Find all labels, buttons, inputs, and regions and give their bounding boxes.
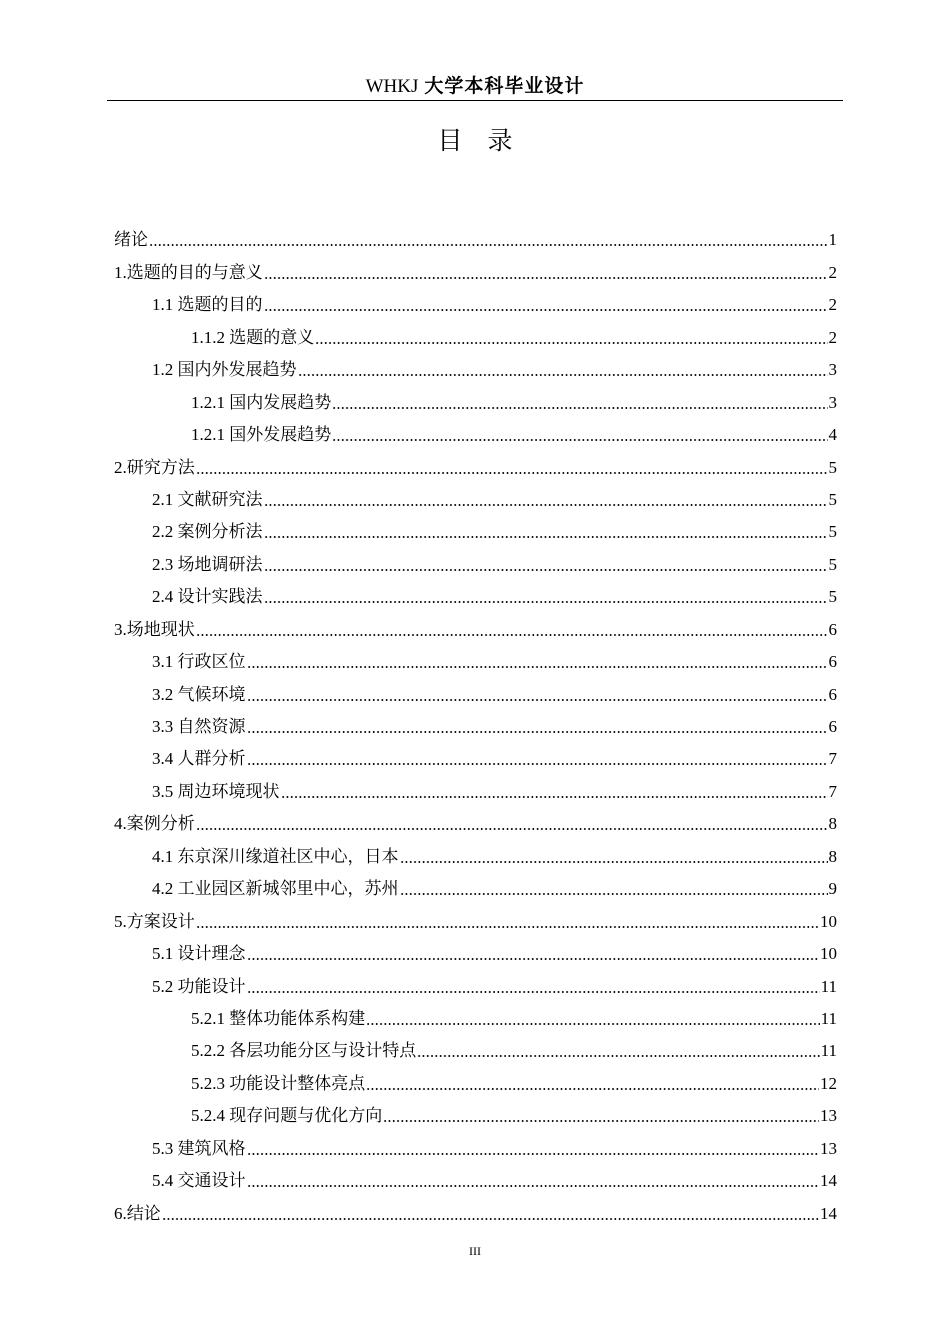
toc-entry-label <box>191 393 331 413</box>
toc-entry[interactable] <box>114 542 837 574</box>
toc-entry[interactable] <box>114 575 837 607</box>
toc-entry-page: 8 <box>828 814 837 834</box>
toc-leader-dots <box>196 916 819 930</box>
toc-entry-page: 13 <box>820 1138 837 1158</box>
toc-leader-dots <box>417 1045 819 1059</box>
toc-entry-text: 功能设计整体亮点 <box>229 1073 366 1094</box>
toc-entry-text: 方案设计 <box>126 911 195 932</box>
toc-entry[interactable] <box>114 283 837 315</box>
toc-entry-text: 各层功能分区与设计特点 <box>229 1041 417 1062</box>
toc-leader-dots <box>247 689 828 703</box>
toc-entry-text: 周边环境现状 <box>177 781 280 802</box>
running-header <box>107 74 843 101</box>
toc-entry-text: 国外发展趋势 <box>229 425 332 446</box>
toc-entry-page: 14 <box>820 1171 837 1191</box>
toc-entry-page: 6 <box>828 619 837 639</box>
toc-entry-page: 5 <box>828 457 837 477</box>
toc-entry-text: 交通设计 <box>177 1171 246 1192</box>
toc-entry-number: 1.1 <box>152 295 178 315</box>
toc-entry-text: 现存问题与优化方向 <box>229 1106 383 1127</box>
toc-entry[interactable] <box>114 737 837 769</box>
toc-entry-page: 11 <box>820 1008 837 1028</box>
toc-entry[interactable] <box>114 964 837 996</box>
toc-entry[interactable] <box>114 348 837 380</box>
toc-entry-page: 2 <box>828 262 837 282</box>
toc-entry-text: 国内外发展趋势 <box>177 360 297 381</box>
toc-entry-label <box>191 1009 365 1029</box>
toc-leader-dots <box>264 299 828 313</box>
toc-entry-label <box>191 1106 382 1126</box>
toc-entry-number: 5.1 <box>152 944 178 964</box>
toc-leader-dots <box>366 1078 819 1092</box>
toc-entry-label <box>114 1204 161 1224</box>
toc-entry-page: 5 <box>828 554 837 574</box>
toc-entry-page: 10 <box>820 911 837 931</box>
toc-entry-text: 选题的目的 <box>177 295 263 316</box>
toc-entry-number: 5. <box>114 911 127 931</box>
toc-entry-label <box>152 749 246 769</box>
toc-entry-page: 3 <box>828 360 837 380</box>
toc-entry-label <box>191 1041 416 1061</box>
toc-entry-page: 3 <box>828 392 837 412</box>
toc-entry-text: 东京深川缘道社区中心，日本 <box>177 846 399 867</box>
toc-entry-page: 2 <box>828 295 837 315</box>
toc-entry-label <box>152 652 246 672</box>
toc-entry-number: 1.2.1 <box>191 392 230 412</box>
toc-entry-number: 1.2.1 <box>191 425 230 445</box>
toc-leader-dots <box>247 721 828 735</box>
toc-entry[interactable] <box>114 1061 837 1093</box>
toc-entry-page: 2 <box>828 327 837 347</box>
toc-entry[interactable] <box>114 640 837 672</box>
toc-entry-label <box>152 522 263 542</box>
toc-entry-label <box>152 555 263 575</box>
toc-entry[interactable] <box>114 510 837 542</box>
page-number-footer: III <box>469 1244 481 1258</box>
table-of-contents <box>114 218 837 1224</box>
toc-entry-page: 5 <box>828 587 837 607</box>
toc-entry-text: 工业园区新城邻里中心，苏州 <box>177 879 399 900</box>
toc-entry[interactable] <box>114 607 837 639</box>
toc-entry-label <box>152 295 263 315</box>
toc-entry[interactable] <box>114 867 837 899</box>
toc-leader-dots <box>264 494 828 508</box>
toc-entry-number: 1.1.2 <box>191 327 230 347</box>
page-title: 目 录 <box>437 126 513 155</box>
toc-entry-text: 设计理念 <box>177 944 246 965</box>
toc-entry-number: 3.1 <box>152 652 178 672</box>
toc-entry-number: 4.2 <box>152 879 178 899</box>
header-title: 大学本科毕业设计 <box>424 75 585 97</box>
toc-leader-dots <box>149 234 828 248</box>
toc-entry-number: 2.4 <box>152 587 178 607</box>
toc-entry-label <box>152 944 246 964</box>
toc-entry-number: 3. <box>114 619 127 639</box>
toc-entry-page: 5 <box>828 522 837 542</box>
toc-leader-dots <box>383 1110 819 1124</box>
toc-entry-page: 5 <box>828 489 837 509</box>
toc-entry-label <box>114 912 195 932</box>
toc-entry-label <box>152 717 246 737</box>
toc-entry-number: 1.2 <box>152 360 178 380</box>
toc-entry-label <box>152 490 263 510</box>
toc-entry-label <box>152 685 246 705</box>
toc-entry-page: 4 <box>828 425 837 445</box>
toc-entry-label <box>191 1074 365 1094</box>
toc-entry-number: 2.2 <box>152 522 178 542</box>
toc-entry[interactable] <box>114 834 837 866</box>
toc-entry-page: 11 <box>820 1041 837 1061</box>
toc-entry-text: 行政区位 <box>177 652 246 673</box>
toc-entry[interactable] <box>114 218 837 250</box>
toc-entry[interactable] <box>114 1029 837 1061</box>
toc-entry-number: 6. <box>114 1203 127 1223</box>
toc-leader-dots <box>264 591 828 605</box>
toc-entry-number: 4. <box>114 814 127 834</box>
toc-entry-text: 自然资源 <box>177 717 246 737</box>
toc-leader-dots <box>247 1143 820 1157</box>
toc-entry[interactable] <box>114 445 837 477</box>
toc-entry-text: 选题的目的与意义 <box>126 262 263 283</box>
toc-entry-number: 1. <box>114 262 127 282</box>
toc-entry-label <box>152 587 263 607</box>
toc-entry-number: 5.2 <box>152 976 178 996</box>
toc-entry-page: 1 <box>828 230 837 250</box>
toc-entry-label <box>114 620 195 640</box>
toc-entry-text: 功能设计 <box>177 976 246 997</box>
toc-entry-page: 13 <box>820 1106 837 1126</box>
toc-entry-label <box>152 879 399 899</box>
toc-entry-number: 5.2.2 <box>191 1041 230 1061</box>
toc-entry[interactable] <box>114 413 837 445</box>
toc-entry[interactable] <box>114 315 837 347</box>
toc-leader-dots <box>264 267 828 281</box>
toc-entry-text: 设计实践法 <box>177 587 263 608</box>
toc-entry-page: 14 <box>820 1203 837 1223</box>
toc-entry-text: 选题的意义 <box>229 327 315 348</box>
toc-entry-text: 场地现状 <box>126 619 195 640</box>
toc-entry-page: 7 <box>828 781 837 801</box>
toc-entry-text: 整体功能体系构建 <box>229 1008 366 1029</box>
toc-entry[interactable] <box>114 705 837 737</box>
toc-entry-label <box>114 814 195 834</box>
toc-entry-text: 文献研究法 <box>177 489 263 510</box>
toc-entry-text: 绪论 <box>114 230 148 251</box>
toc-entry-page: 12 <box>820 1073 837 1093</box>
toc-entry-page: 9 <box>828 879 837 899</box>
toc-entry[interactable] <box>114 899 837 931</box>
header-school-code: WHKJ <box>365 76 419 97</box>
toc-entry-text: 人群分析 <box>177 749 246 770</box>
toc-entry-text: 案例分析法 <box>177 522 263 543</box>
toc-leader-dots <box>247 656 828 670</box>
toc-entry-text: 建筑风格 <box>177 1138 246 1159</box>
toc-entry[interactable] <box>114 802 837 834</box>
toc-entry-page: 10 <box>820 944 837 964</box>
toc-leader-dots <box>196 624 828 638</box>
toc-entry-label <box>114 263 263 283</box>
toc-entry-number: 2.1 <box>152 489 178 509</box>
toc-entry-page: 6 <box>828 684 837 704</box>
toc-entry[interactable] <box>114 1094 837 1126</box>
toc-leader-dots <box>332 397 827 411</box>
toc-entry-number: 2.3 <box>152 554 178 574</box>
toc-leader-dots <box>247 753 828 767</box>
toc-entry-label <box>152 847 399 867</box>
toc-entry-number: 2. <box>114 457 127 477</box>
toc-entry-text: 国内发展趋势 <box>229 392 332 413</box>
toc-entry-number: 4.1 <box>152 846 178 866</box>
toc-entry[interactable] <box>114 380 837 412</box>
toc-leader-dots <box>196 818 828 832</box>
toc-entry-page: 7 <box>828 749 837 769</box>
toc-entry-number: 3.4 <box>152 749 178 769</box>
toc-entry-number: 5.3 <box>152 1138 178 1158</box>
toc-leader-dots <box>264 559 828 573</box>
toc-leader-dots <box>366 1013 819 1027</box>
toc-entry-number: 5.2.3 <box>191 1073 230 1093</box>
toc-leader-dots <box>315 332 827 346</box>
toc-entry-label <box>152 1171 246 1191</box>
toc-entry-label <box>191 425 331 445</box>
toc-entry-label <box>114 458 195 478</box>
toc-entry-number: 3.3 <box>152 717 178 736</box>
toc-entry[interactable] <box>114 1191 837 1223</box>
toc-entry[interactable] <box>114 1159 837 1191</box>
toc-leader-dots <box>400 883 828 897</box>
toc-entry-number: 5.2.1 <box>191 1008 230 1028</box>
toc-leader-dots <box>298 364 828 378</box>
toc-entry-label <box>152 782 280 802</box>
toc-entry[interactable] <box>114 250 837 282</box>
toc-entry[interactable] <box>114 672 837 704</box>
toc-entry-label <box>152 1139 246 1159</box>
toc-leader-dots <box>162 1208 819 1222</box>
toc-leader-dots <box>247 981 820 995</box>
toc-entry-number: 5.2.4 <box>191 1106 230 1126</box>
toc-entry[interactable] <box>114 769 837 801</box>
toc-entry-page: 8 <box>828 846 837 866</box>
toc-entry-label <box>191 328 314 348</box>
toc-entry[interactable] <box>114 997 837 1029</box>
toc-entry[interactable] <box>114 478 837 510</box>
toc-entry-page: 6 <box>828 652 837 672</box>
toc-entry-number: 5.4 <box>152 1171 178 1191</box>
toc-entry-text: 气候环境 <box>177 684 246 705</box>
toc-entry-text: 案例分析 <box>126 814 195 835</box>
toc-entry-text: 结论 <box>126 1203 161 1224</box>
toc-leader-dots <box>400 851 828 865</box>
toc-entry-page: 6 <box>828 717 837 736</box>
toc-leader-dots <box>247 1175 820 1189</box>
toc-entry-text: 场地调研法 <box>177 554 263 575</box>
toc-entry-text: 研究方法 <box>126 457 195 478</box>
toc-leader-dots <box>281 786 828 800</box>
toc-entry-number: 3.5 <box>152 781 178 801</box>
toc-entry-page: 11 <box>820 976 837 996</box>
toc-entry-label <box>152 977 246 997</box>
toc-entry[interactable] <box>114 1126 837 1158</box>
toc-entry-label <box>152 360 297 380</box>
toc-entry-number: 3.2 <box>152 684 178 704</box>
toc-leader-dots <box>332 429 827 443</box>
toc-entry-label <box>114 230 148 250</box>
toc-leader-dots <box>264 526 828 540</box>
toc-leader-dots <box>196 462 828 476</box>
toc-leader-dots <box>247 948 820 962</box>
toc-entry[interactable] <box>114 932 837 964</box>
